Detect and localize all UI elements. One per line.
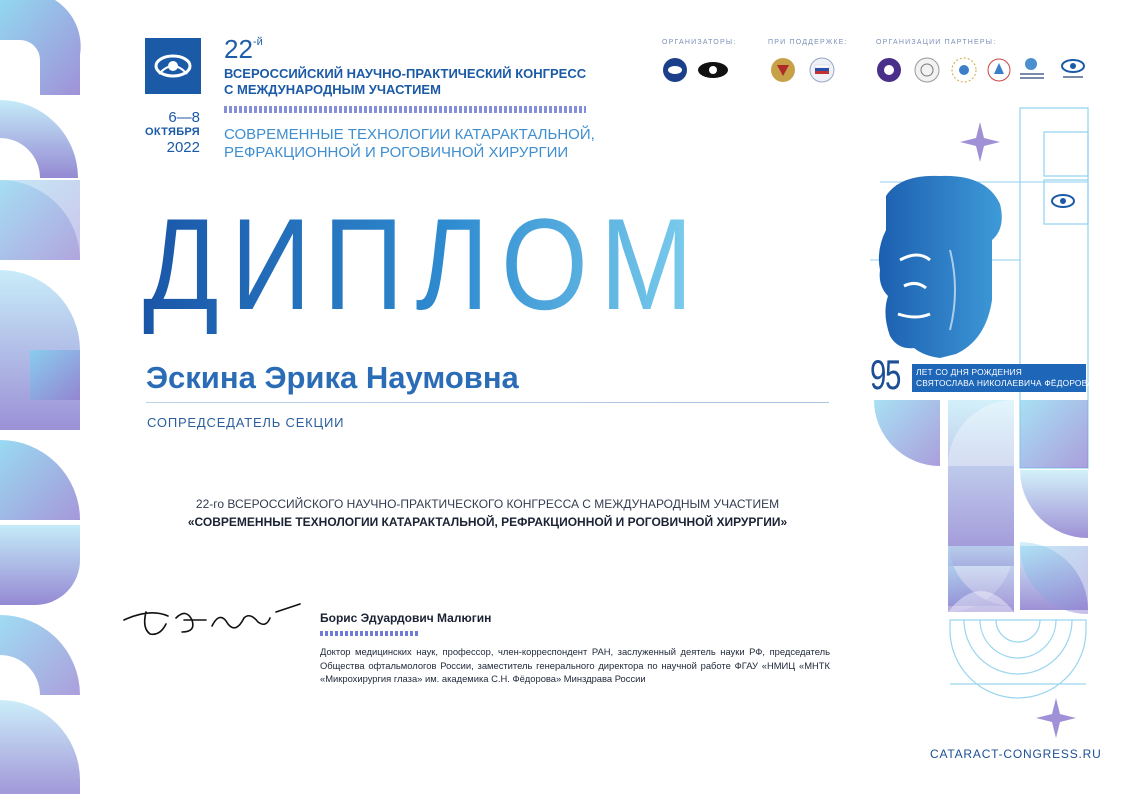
partner-logo-2-icon <box>915 58 939 82</box>
sparkle-icon <box>960 122 1000 162</box>
event-line-2: «СОВРЕМЕННЫЕ ТЕХНОЛОГИИ КАТАРАКТАЛЬНОЙ, РЕФРАКЦИОННОЙ И РОГОВИЧНОЙ ХИРУРГИИ» <box>187 515 788 529</box>
header-dotted-divider <box>224 106 586 113</box>
partners-label: ОРГАНИЗАЦИИ ПАРТНЕРЫ: <box>876 39 997 46</box>
right-decor-panel <box>860 100 1124 794</box>
coat-of-arms-icon <box>771 58 795 82</box>
event-line-1: 22-го ВСЕРОССИЙСКОГО НАУЧНО-ПРАКТИЧЕСКОГО КОНГРЕССА С МЕЖДУНАРОДНЫМ УЧАСТИЕМ <box>195 497 780 511</box>
organizers-label: ОРГАНИЗАТОРЫ: <box>662 39 737 46</box>
support-label: ПРИ ПОДДЕРЖКЕ: <box>768 39 848 46</box>
left-decor-strip <box>0 0 90 794</box>
handwritten-signature <box>120 598 310 644</box>
small-congress-logo-icon <box>1046 188 1080 214</box>
website-link[interactable]: CATARACT-CONGRESS.RU <box>930 747 1102 761</box>
sparkle-bottom-icon <box>1036 698 1076 738</box>
partner-logo-1-icon <box>877 58 901 82</box>
partner-logos <box>660 56 1100 86</box>
society-logo-icon <box>810 58 834 82</box>
name-underline <box>146 402 829 403</box>
recipient-name: Эскина Эрика Наумовна <box>146 360 519 395</box>
partner-logo-3-icon <box>952 58 976 82</box>
congress-logo <box>145 38 201 94</box>
congress-dates: 6—8 ОКТЯБРЯ 2022 <box>145 109 200 156</box>
congress-number: $22^{-й}$ <box>224 34 263 64</box>
organizer-logo-icon <box>663 58 687 82</box>
anniversary-number: 95 <box>870 351 900 398</box>
signer-dotted-divider <box>320 631 420 636</box>
partner-logo-4-icon <box>988 59 1010 81</box>
partner-logo-6-icon <box>1062 60 1084 78</box>
congress-title: ВСЕРОССИЙСКИЙ НАУЧНО-ПРАКТИЧЕСКИЙ КОНГРЕСС С МЕЖДУНАРОДНЫМ УЧАСТИЕМ <box>224 66 587 97</box>
signer-description: Доктор медицинских наук, профессор, член-корреспондент РАН, заслуженный деятель науки РФ, председатель Общества офтальмологов России, заместитель генерального директора по научной работе ФГАУ «НМИЦ «МНТК «Микрохирургия глаза» им. академика С.Н. Фёдорова» Минздрава России <box>320 646 830 685</box>
fedorov-portrait-icon <box>879 176 1002 358</box>
eye-logo-icon <box>698 62 728 78</box>
recipient-role: СОПРЕДСЕДАТЕЛЬ СЕКЦИИ <box>147 415 345 430</box>
partner-logo-5-icon <box>1020 58 1044 79</box>
signer-name: Борис Эдуардович Малюгин <box>320 611 492 625</box>
anniversary-text: ЛЕТ СО ДНЯ РОЖДЕНИЯ СВЯТОСЛАВА НИКОЛАЕВИЧА ФЁДОРОВА <box>916 367 1093 388</box>
congress-subtitle: СОВРЕМЕННЫЕ ТЕХНОЛОГИИ КАТАРАКТАЛЬНОЙ, РЕФРАКЦИОННОЙ И РОГОВИЧНОЙ ХИРУРГИИ <box>224 126 595 161</box>
diploma-title: ДИПЛОМ <box>143 191 706 337</box>
